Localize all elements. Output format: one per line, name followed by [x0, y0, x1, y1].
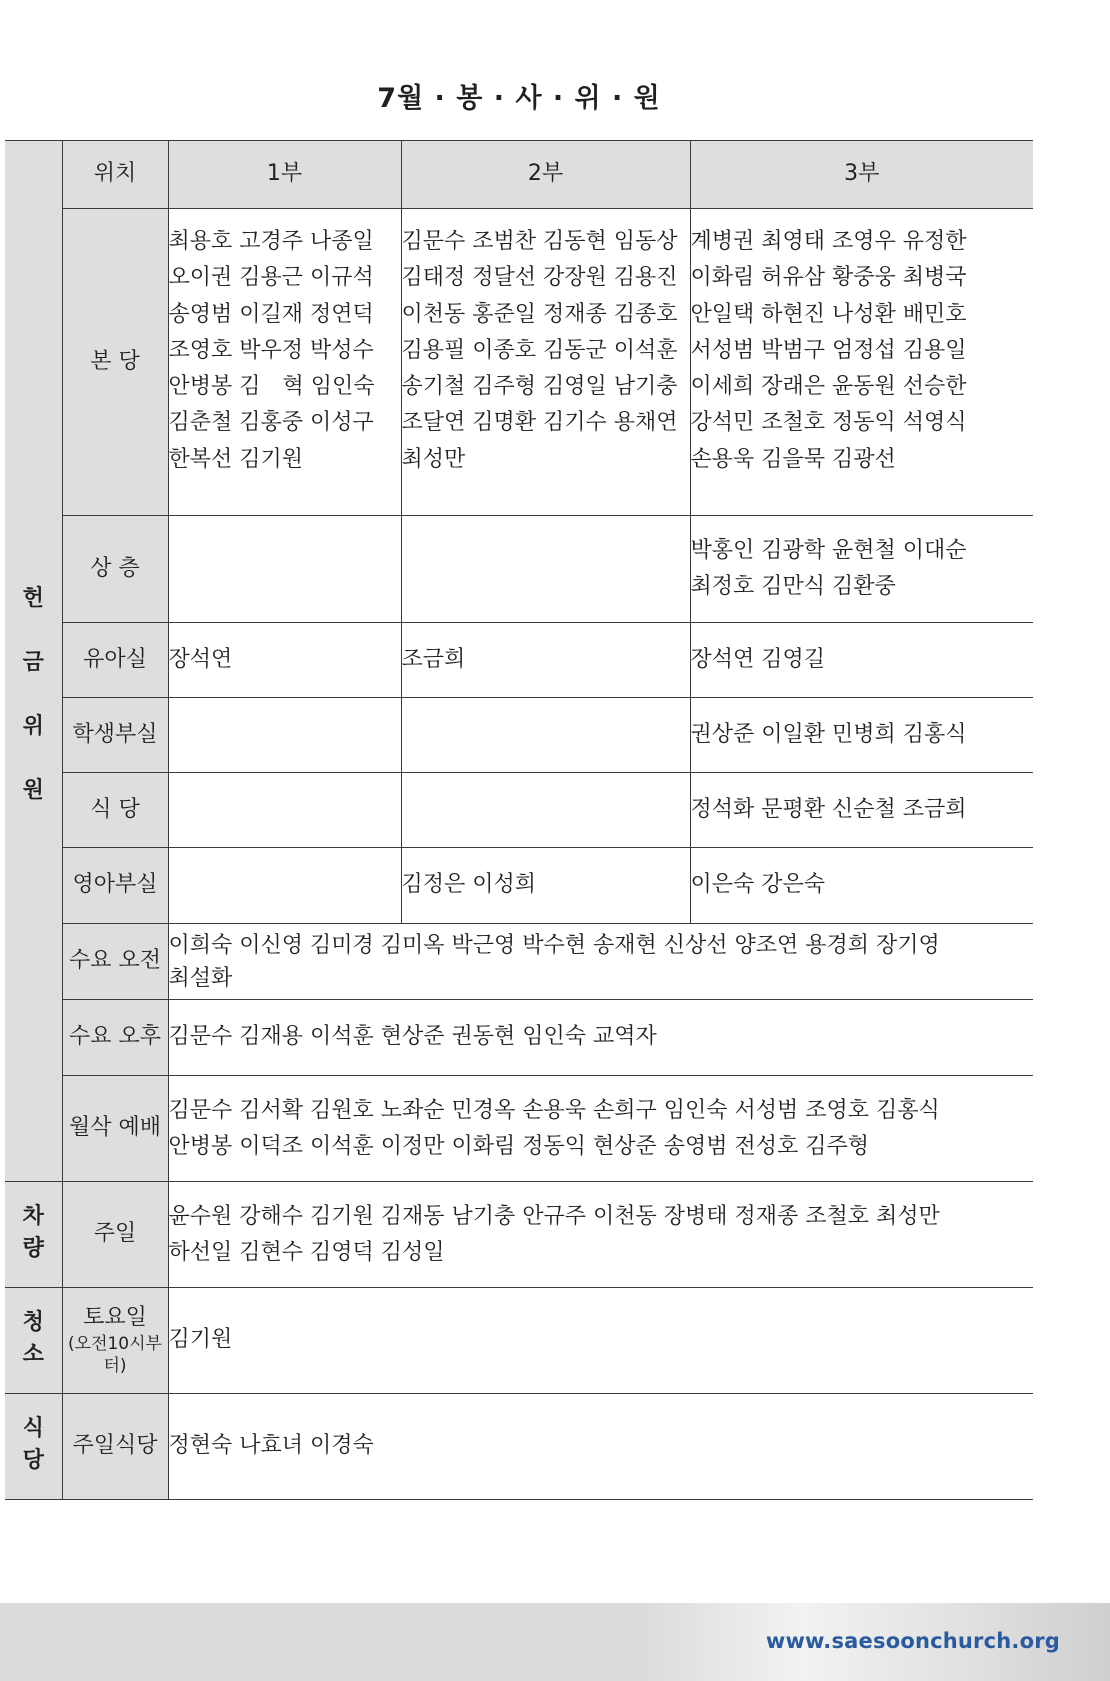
label-student: 학생부실 — [62, 698, 168, 773]
label-sunday-dining: 주일식당 — [62, 1394, 168, 1500]
header-position: 위치 — [62, 141, 168, 209]
names-nursery-part3: 장석연 김영길 — [690, 623, 1033, 698]
row-sunday-vehicle — [5, 1182, 1033, 1288]
row-sunday-dining — [5, 1394, 1033, 1500]
names-infant-part2: 김정은 이성희 — [401, 848, 690, 924]
section-dining — [5, 1394, 62, 1500]
names-main-hall-part2: 김문수 조범찬 김동현 임동상 김태정 정달선 강장원 김용진 이천동 홍준일 정재종 김종호 김용필 이종호 김동군 이석훈 송기철 김주형 김영일 남기충 조달연 김명환 김기수 용채연 최성만 — [401, 209, 690, 516]
section-cleaning — [5, 1288, 62, 1394]
label-infant: 영아부실 — [62, 848, 168, 924]
label-monthly: 월삭 예배 — [62, 1076, 168, 1182]
footer-website-link[interactable]: www.saesoonchurch.org — [765, 1629, 1060, 1653]
names-upper-floor-part2 — [401, 516, 690, 623]
names-upper-floor-part3: 박홍인 김광학 윤현철 이대순 최정호 김만식 김환중 — [690, 516, 1033, 623]
header-row — [5, 141, 1033, 209]
names-nursery-part1: 장석연 — [168, 623, 401, 698]
names-sunday-vehicle: 윤수원 강해수 김기원 김재동 남기충 안규주 이천동 장병태 정재종 조철호 최성만 하선일 김현수 김영덕 김성일 — [168, 1182, 1033, 1288]
label-wed-am: 수요 오전 — [62, 924, 168, 1000]
section-vehicle-label: 차량 — [22, 1204, 44, 1262]
row-wed-am — [5, 924, 1033, 1000]
row-monthly — [5, 1076, 1033, 1182]
names-upper-floor-part1 — [168, 516, 401, 623]
label-cafeteria: 식 당 — [62, 773, 168, 848]
names-main-hall-part3: 계병권 최영태 조영우 유정한 이화림 허유삼 황중웅 최병국 안일택 하현진 나성환 배민호 서성범 박범구 엄정섭 김용일 이세희 장래은 윤동원 선승한 강석민 조철호 정동익 석영식 손용욱 김을묵 김광선 — [690, 209, 1033, 516]
names-wed-am: 이희숙 이신영 김미경 김미옥 박근영 박수현 송재현 신상선 양조연 용경희 장기영 최설화 — [168, 924, 1033, 1000]
names-student-part3: 권상준 이일환 민병희 김홍식 — [690, 698, 1033, 773]
section-cleaning-label: 청소 — [22, 1310, 44, 1368]
section-offering-label: 헌금위원 — [22, 586, 44, 803]
names-nursery-part2: 조금희 — [401, 623, 690, 698]
names-sunday-dining: 정현숙 나효녀 이경숙 — [168, 1394, 1033, 1500]
label-saturday-clean-time: (오전10시부터) — [68, 1333, 162, 1376]
label-saturday-clean: 토요일 — [83, 1305, 147, 1331]
label-upper-floor: 상 층 — [62, 516, 168, 623]
row-saturday-clean — [5, 1288, 1033, 1394]
row-upper-floor — [5, 516, 1033, 623]
names-infant-part3: 이은숙 강은숙 — [690, 848, 1033, 924]
row-infant — [5, 848, 1033, 924]
corner-cell — [5, 141, 62, 209]
label-main-hall: 본 당 — [62, 209, 168, 516]
names-main-hall-part1: 최용호 고경주 나종일 오이권 김용근 이규석 송영범 이길재 정연덕 조영호 박우정 박성수 안병봉 김 혁 임인숙 김춘철 김홍중 이성구 한복선 김기원 — [168, 209, 401, 516]
label-sunday-vehicle: 주일 — [62, 1182, 168, 1288]
names-cafeteria-part2 — [401, 773, 690, 848]
volunteer-roster-table — [5, 140, 1033, 1500]
names-cafeteria-part1 — [168, 773, 401, 848]
row-nursery — [5, 623, 1033, 698]
section-offering-committee — [5, 209, 62, 1182]
names-wed-pm: 김문수 김재용 이석훈 현상준 권동현 임인숙 교역자 — [168, 1000, 1033, 1076]
label-saturday-clean-cell — [62, 1288, 168, 1394]
page-title: 7월 · 봉 · 사 · 위 · 원 — [377, 83, 661, 114]
row-main-hall — [5, 209, 1033, 516]
header-part3: 3부 — [690, 141, 1033, 209]
label-nursery: 유아실 — [62, 623, 168, 698]
section-dining-label: 식당 — [22, 1416, 44, 1474]
footer-bar — [0, 1603, 1110, 1681]
names-monthly: 김문수 김서확 김원호 노좌순 민경옥 손용욱 손희구 임인숙 서성범 조영호 김홍식 안병봉 이덕조 이석훈 이정만 이화림 정동익 현상준 송영범 전성호 김주형 — [168, 1076, 1033, 1182]
row-student — [5, 698, 1033, 773]
names-infant-part1 — [168, 848, 401, 924]
header-part1: 1부 — [168, 141, 401, 209]
header-part2: 2부 — [401, 141, 690, 209]
names-student-part1 — [168, 698, 401, 773]
section-vehicle — [5, 1182, 62, 1288]
row-wed-pm — [5, 1000, 1033, 1076]
names-cafeteria-part3: 정석화 문평환 신순철 조금희 — [690, 773, 1033, 848]
row-cafeteria — [5, 773, 1033, 848]
label-wed-pm: 수요 오후 — [62, 1000, 168, 1076]
names-saturday-clean: 김기원 — [168, 1288, 1033, 1394]
names-student-part2 — [401, 698, 690, 773]
